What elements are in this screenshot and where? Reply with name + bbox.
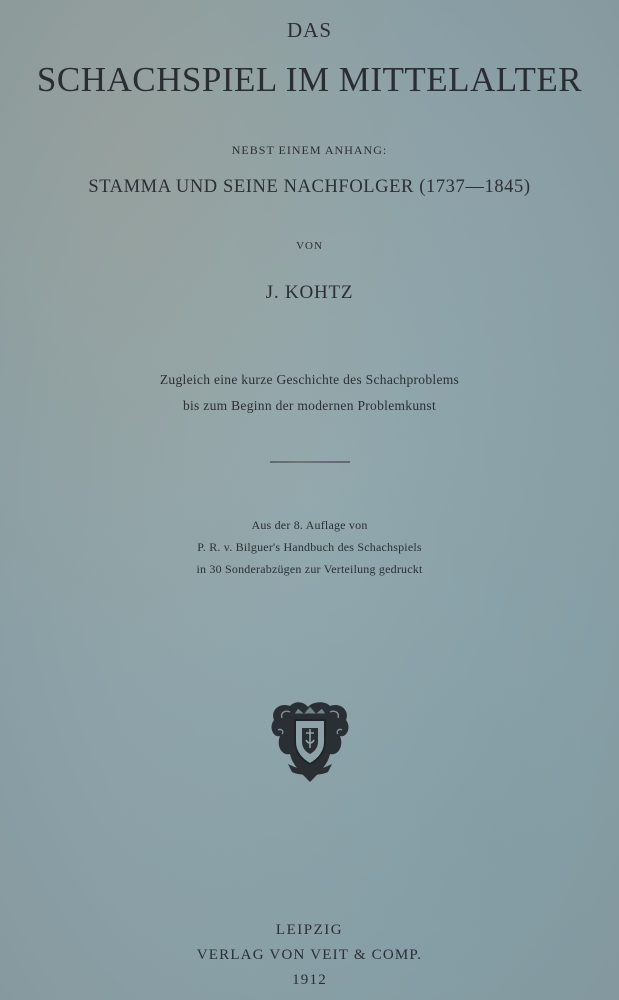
publisher-name: VERLAG VON VEIT & COMP. — [196, 947, 423, 963]
edition-line-3: in 30 Sonderabzügen zur Verteilung gedruckt — [196, 562, 423, 576]
appendix-title: STAMMA UND SEINE NACHFOLGER (1737—1845) — [88, 177, 531, 197]
edition-line-1: Aus der 8. Auflage von — [251, 518, 368, 532]
subtitle-line-1: Zugleich eine kurze Geschichte des Schachproblems — [159, 372, 460, 387]
author-name: J. KOHTZ — [265, 282, 354, 303]
edition-line-2: P. R. v. Bilguer's Handbuch des Schachspiels — [197, 540, 422, 554]
by-label: VON — [296, 240, 323, 252]
main-title: SCHACHSPIEL IM MITTELALTER — [36, 60, 583, 99]
appendix-intro: NEBST EINEM ANHANG: — [231, 143, 388, 157]
subtitle-line-2: bis zum Beginn der modernen Problemkunst — [182, 398, 437, 413]
publisher-emblem-icon — [268, 698, 352, 784]
title-article: DAS — [286, 18, 332, 42]
decorative-rule — [270, 461, 350, 463]
publication-city: LEIPZIG — [275, 922, 344, 938]
publication-year: 1912 — [292, 972, 327, 988]
